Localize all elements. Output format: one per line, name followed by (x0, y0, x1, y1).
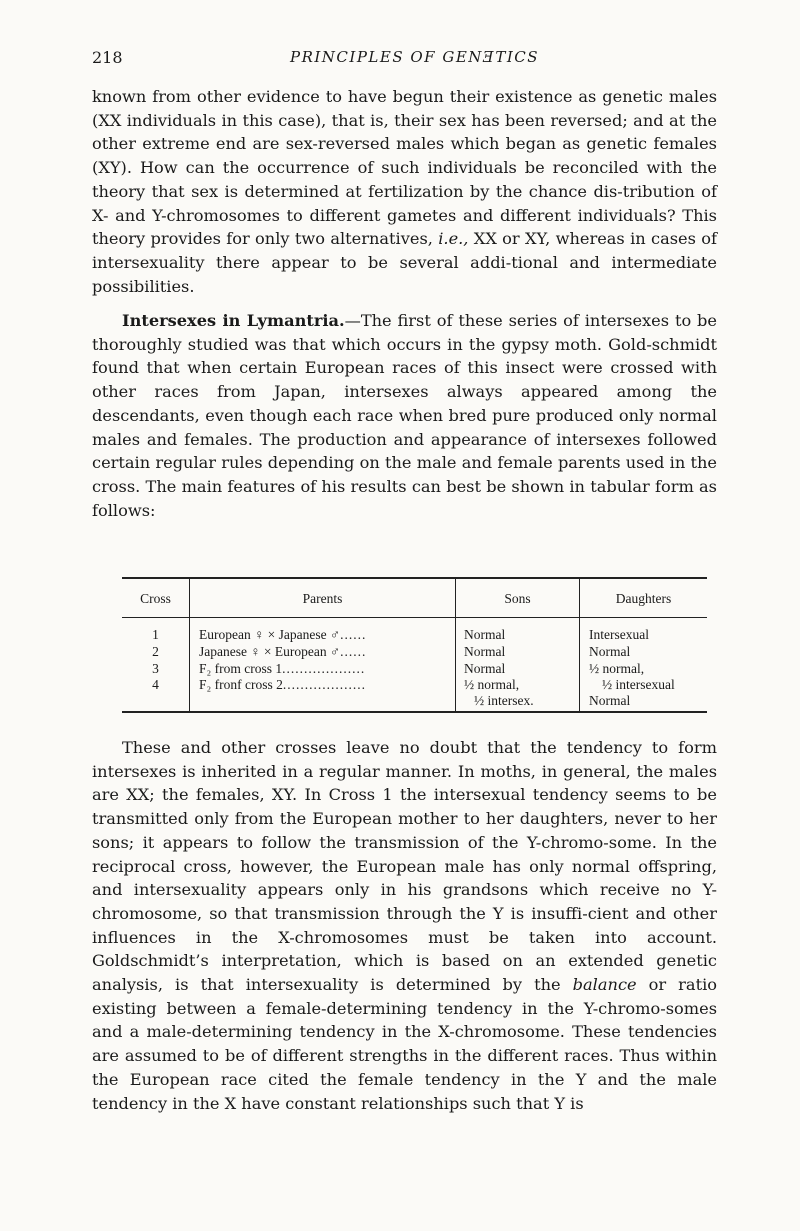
paragraph-3-text-a: These and other crosses leave no doubt that the tendency to form intersexes is inherited in a regular manner. In moths, in general, the males are XX; the females, XY. In Cross 1 the intersexual tendency seems to be transmitted only from the European mother to her daughters, never to her sons; it appears to follow the transmission of the Y-chromo-some. In the reciprocal cross, however, the European male has only normal offspring, and intersexuality appears only in his grandsons which receive no Y-chromosome, so that transmission through the Y is insuffi-cient and other influences in the X-chromosomes must be taken into account. Goldschmidt’s interpretation, which is based on an extended genetic analysis, is that intersexuality is determined by the (92, 738, 717, 995)
page-number: 218 (92, 48, 123, 67)
parents-text: European ♀ × Japanese ♂ (199, 627, 341, 642)
running-title: PRINCIPLES OF GENƎTICS (290, 48, 540, 66)
table-cell-parents (199, 644, 366, 660)
table-top-rule (122, 577, 707, 579)
table-cell-cross: 2 (152, 644, 159, 659)
table-header-rule (122, 617, 707, 618)
paragraph-1-ie: i.e., (438, 229, 469, 249)
paragraph-lymantria (92, 309, 717, 522)
table-cell-parents (199, 661, 365, 677)
table-cell-cross: 3 (152, 661, 159, 676)
parents-text: F₂ fronf cross 2 (199, 677, 283, 692)
crosses-table (122, 577, 707, 713)
table-cell-sons: Normal (464, 644, 506, 659)
table-header-parents: Parents (302, 591, 343, 606)
table-cell-parents (199, 627, 366, 643)
table-cell-parents (199, 677, 366, 693)
table-bottom-rule (122, 711, 707, 713)
parents-text: Japanese ♀ × European ♂ (199, 644, 341, 659)
table-header-daughters: Daughters (615, 591, 672, 606)
page-header (92, 48, 717, 72)
table-cell-daughters: Intersexual (589, 627, 649, 642)
paragraph-1-text: known from other evidence to have begun their existence as genetic males (XX individuals in this case), that is, their sex has been reversed; and at the other extreme end are sex-reversed males which began as genetic females (XY). How can the occurrence of such individuals be reconciled with the theory that sex is determined at fertilization by the chance dis-tribution of X- and Y-chromosomes to different gametes and different individuals? This theory provides for only two alternatives, (92, 87, 717, 249)
table-cell-sons-2: ½ intersex. (474, 693, 534, 708)
leader-dots: ................... (282, 677, 366, 692)
table-cell-sons: ½ normal, (464, 677, 520, 692)
paragraph-3-text-b: or ratio existing between a female-determining tendency in the Y-chromo-somes and a male-determining tendency in the X-chromosome. These tendencies are assumed to be of different strengths in the different races. Thus within the European race cited the female tendency in the Y and the male tendency in the X have constant relationships such that Y is (92, 975, 718, 1113)
table-cell-sons: Normal (464, 627, 506, 642)
paragraph-1-end: XX or XY, whereas in cases of intersexuality there appear to be several addi-tional and intermediate possibilities. (92, 229, 717, 296)
paragraph-continued (92, 85, 717, 298)
section-heading-lymantria: Intersexes in Lymantria. (122, 311, 345, 330)
table-cell-daughters-2: ½ intersexual (602, 677, 675, 692)
table-cell-daughters: ½ normal, (589, 661, 645, 676)
leader-dots: ...... (340, 644, 367, 659)
table-cell-cross: 1 (152, 627, 159, 642)
table-cell-daughters: Normal (589, 644, 631, 659)
table-cell-sons: Normal (464, 661, 506, 676)
parents-text: F₂ from cross 1 (199, 661, 283, 676)
leader-dots: ...... (340, 627, 367, 642)
table-cell-cross: 4 (152, 677, 159, 692)
paragraph-interpretation (92, 736, 717, 1115)
table-header-cross: Cross (140, 591, 171, 606)
leader-dots: ................... (282, 661, 366, 676)
table-cell-daughters: Normal (589, 693, 631, 708)
paragraph-2-text: —The first of these series of intersexes to be thoroughly studied was that which occurs in the gypsy moth. Gold-schmidt found that when certain European races of this insect were crossed with other races from Japan, intersexes always appeared among the descendants, even though each race when bred pure produced only normal males and females. The production and appearance of intersexes followed certain regular rules depending on the male and female parents used in the cross. The main features of his results can best be shown in tabular form as follows: (92, 311, 717, 520)
paragraph-3-balance: balance (572, 975, 637, 995)
table-header-sons: Sons (504, 591, 531, 606)
